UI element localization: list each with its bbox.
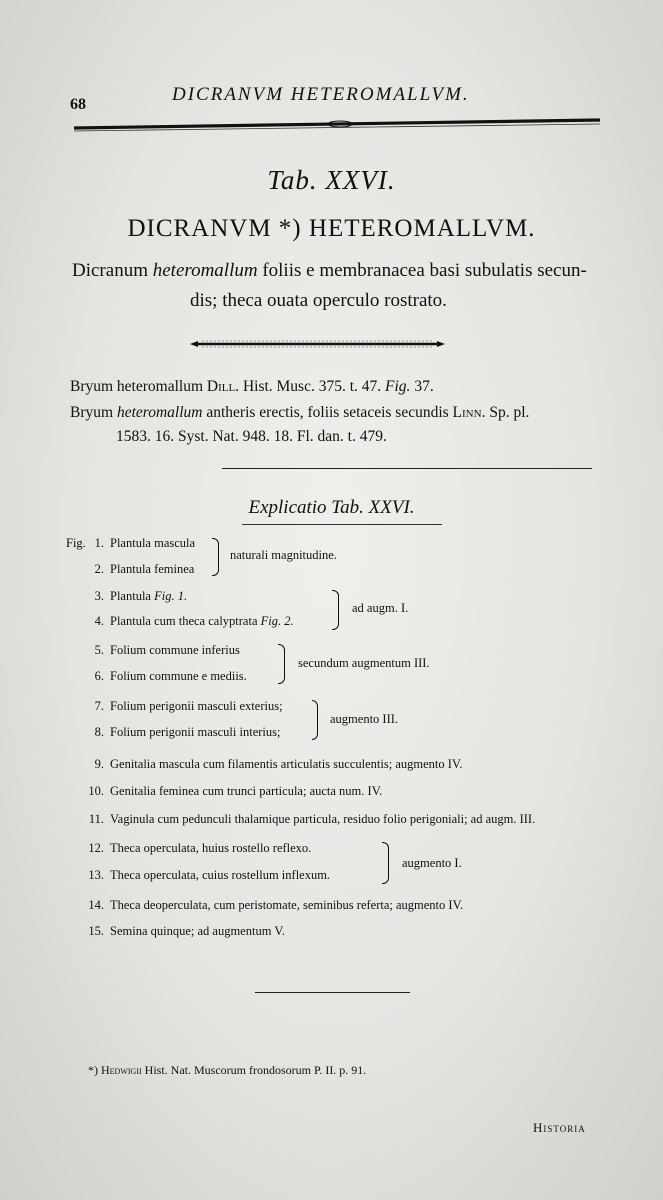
synonym-diagnosis: antheris erectis, foliis setaceis secundis [202, 404, 453, 421]
item-number: 10. [88, 784, 104, 798]
synonym-ref: Hist. Musc. 375. t. 47. [239, 378, 386, 395]
list-item [86, 643, 240, 658]
item-text: Folium commune inferius [110, 643, 240, 657]
explicatio-title: Explicatio Tab. XXVI. [248, 497, 415, 518]
footnote-ref: Hist. Nat. Muscorum frondosorum P. II. p. 91. [141, 1063, 367, 1077]
footnote [88, 1063, 366, 1078]
item-number: 2. [94, 562, 104, 576]
footnote-rule [255, 992, 410, 993]
item-number: 11. [88, 812, 104, 826]
catchword: Historia [533, 1120, 586, 1135]
list-item [86, 562, 194, 577]
item-number: 14. [88, 898, 104, 912]
plate-title: Tab. XXVI. [267, 165, 396, 195]
item-text: Genitalia mascula cum filamentis articulatis succulentis; augmento IV. [110, 757, 463, 771]
item-text: Plantula cum theca calyptrata [110, 614, 261, 628]
list-item [86, 589, 187, 604]
item-number: 9. [94, 757, 104, 771]
item-number: 6. [94, 669, 104, 683]
item-number: 1. [94, 536, 104, 550]
brace-label: augmento III. [330, 712, 399, 726]
brace-label: ad augm. I. [352, 601, 409, 615]
diagnosis-epithet: heteromallum [152, 260, 258, 281]
running-title: DICRANVM HETEROMALLVM. [172, 84, 470, 105]
brace [332, 590, 339, 630]
item-number: 12. [88, 841, 104, 855]
footnote-author: Hedwigii [101, 1063, 142, 1077]
synonym-author: Dill. [206, 378, 240, 395]
synonym-fig: Fig. [385, 378, 411, 395]
diagnosis-text: foliis e membranacea basi subulatis secun- [257, 260, 587, 281]
list-item [86, 868, 330, 883]
item-ref: Fig. 1. [154, 589, 188, 603]
fig-label: Fig. [66, 536, 86, 550]
item-number: 3. [94, 589, 104, 603]
item-number: 8. [94, 725, 104, 739]
item-text: Genitalia feminea cum trunci particula; aucta num. IV. [110, 784, 383, 798]
item-text: Plantula feminea [110, 562, 195, 576]
brace [212, 538, 219, 576]
item-text: Theca operculata, cuius rostellum inflexum. [110, 868, 331, 882]
item-number: 15. [88, 924, 104, 938]
diagnosis-genus: Dicranum [72, 260, 153, 281]
list-item [86, 812, 535, 827]
section-rule [222, 468, 592, 469]
item-text: Theca deoperculata, cum peristomate, seminibus referta; augmento IV. [110, 898, 464, 912]
item-text: Folium commune e mediis. [110, 669, 247, 683]
header-rule [72, 108, 602, 132]
item-number: 5. [94, 643, 104, 657]
list-item [86, 669, 247, 684]
item-number: 13. [88, 868, 104, 882]
list-item [86, 757, 462, 772]
item-text: Semina quinque; ad augmentum V. [110, 924, 285, 938]
item-text: Plantula mascula [110, 536, 196, 550]
synonym-ref: Sp. pl. [485, 404, 530, 421]
synonym-dillenius [70, 378, 434, 396]
synonym-linnaeus-cont: 1583. 16. Syst. Nat. 948. 18. Fl. dan. t. 479. [116, 428, 387, 445]
diagnosis-line-1 [72, 260, 587, 282]
item-text: Folium perigonii masculi interius; [110, 725, 281, 739]
explicatio-underline [242, 524, 442, 525]
brace [278, 644, 285, 684]
item-number: 7. [94, 699, 104, 713]
item-text: Plantula [110, 589, 155, 603]
brace-label: secundum augmentum III. [298, 656, 430, 670]
synonym-author: Linn. [452, 404, 486, 421]
synonym-genus: Bryum [70, 404, 117, 421]
list-item [86, 841, 311, 856]
synonym-linnaeus [70, 404, 529, 422]
list-item [86, 784, 382, 799]
synonym-fig-num: 37. [410, 378, 434, 395]
synonym-epithet: heteromallum [116, 404, 203, 421]
brace [312, 700, 318, 740]
item-text: Vaginula cum pedunculi thalamique particula, residuo folio perigoniali; ad augm. III. [110, 812, 536, 826]
list-item [86, 614, 294, 629]
footnote-mark: *) [88, 1063, 101, 1077]
ornamental-rule [190, 338, 445, 350]
species-heading: DICRANVM *) HETEROMALLVM. [127, 215, 536, 242]
brace-label: augmento I. [402, 856, 462, 870]
item-ref: Fig. 2. [260, 614, 294, 628]
list-item [86, 725, 280, 740]
item-number: 4. [94, 614, 104, 628]
item-text: Folium perigonii masculi exterius; [110, 699, 283, 713]
page-number: 68 [70, 96, 86, 113]
list-item [86, 699, 283, 714]
diagnosis-line-2: dis; theca ouata operculo rostrato. [190, 290, 447, 311]
brace-label: naturali magnitudine. [230, 548, 337, 562]
list-item [86, 536, 195, 551]
item-text: Theca operculata, huius rostello reflexo. [110, 841, 312, 855]
list-item [86, 898, 463, 913]
synonym-name: Bryum heteromallum [70, 378, 207, 395]
list-item [86, 924, 285, 939]
brace [382, 842, 389, 884]
